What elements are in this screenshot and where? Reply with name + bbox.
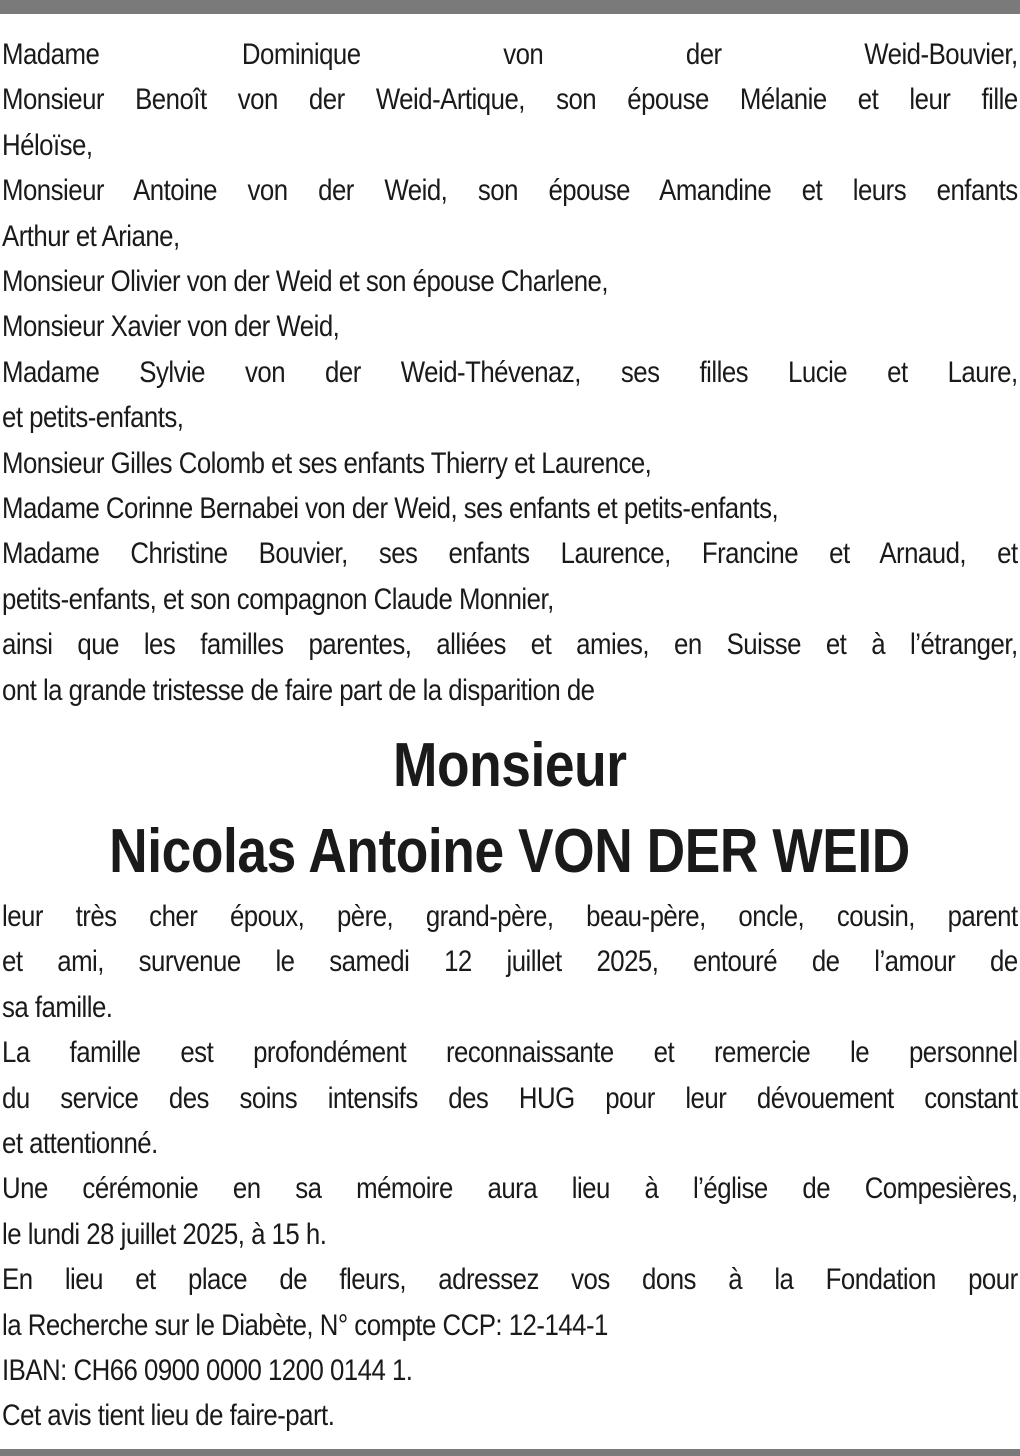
- body-line: Cet avis tient lieu de faire-part.: [2, 1399, 335, 1433]
- body-line: et attentionné.: [2, 1127, 158, 1161]
- body-line: Une cérémonie en sa mémoire aura lieu à l’église de Compesières,: [2, 1172, 1018, 1206]
- bottom-border-rule: [0, 1449, 1020, 1456]
- body-line: En lieu et place de fleurs, adressez vos dons à la Fondation pour: [2, 1263, 1018, 1297]
- body-line: sa famille.: [2, 990, 113, 1024]
- family-line: Madame Corinne Bernabei von der Weid, ses enfants et petits-enfants,: [2, 492, 779, 526]
- family-line: Monsieur Xavier von der Weid,: [2, 310, 340, 344]
- family-line: Madame Sylvie von der Weid-Thévenaz, ses filles Lucie et Laure,: [2, 355, 1018, 389]
- family-line: Monsieur Antoine von der Weid, son épouse Amandine et leurs enfants: [2, 174, 1018, 208]
- body-line: leur très cher époux, père, grand-père, beau-père, oncle, cousin, parent: [2, 900, 1018, 933]
- family-line: Arthur et Ariane,: [2, 219, 180, 253]
- family-line: Madame Dominique von der Weid-Bouvier,: [2, 38, 1018, 71]
- body-line: La famille est profondément reconnaissante et remercie le personnel: [2, 1036, 1018, 1070]
- body-line: du service des soins intensifs des HUG pour leur dévouement constant: [2, 1081, 1018, 1115]
- top-border-rule: [0, 0, 1020, 14]
- family-line: petits-enfants, et son compagnon Claude Monnier,: [2, 582, 554, 616]
- family-line: ainsi que les familles parentes, alliées et amies, en Suisse et à l’étranger,: [2, 628, 1018, 662]
- deceased-title: Monsieur: [393, 731, 627, 800]
- family-line: Monsieur Gilles Colomb et ses enfants Thierry et Laurence,: [2, 446, 652, 480]
- family-line: Madame Christine Bouvier, ses enfants Laurence, Francine et Arnaud, et: [2, 537, 1018, 571]
- body-line: IBAN: CH66 0900 0000 1200 0144 1.: [2, 1354, 413, 1388]
- body-line: et ami, survenue le samedi 12 juillet 2025, entouré de l’amour de: [2, 945, 1018, 979]
- family-line: et petits-enfants,: [2, 401, 184, 435]
- deceased-name: Nicolas Antoine VON DER WEID: [109, 817, 911, 886]
- family-line: ont la grande tristesse de faire part de la disparition de: [2, 673, 595, 707]
- body-line: la Recherche sur le Diabète, N° compte CCP: 12-144-1: [2, 1308, 608, 1342]
- family-announcement: [2, 32, 1018, 713]
- announcement-body: [2, 894, 1018, 1439]
- family-line: Monsieur Benoît von der Weid-Artique, son épouse Mélanie et leur fille: [2, 83, 1018, 117]
- family-line: Monsieur Olivier von der Weid et son épouse Charlene,: [2, 265, 609, 299]
- family-line: Héloïse,: [2, 128, 93, 162]
- body-line: le lundi 28 juillet 2025, à 15 h.: [2, 1217, 327, 1251]
